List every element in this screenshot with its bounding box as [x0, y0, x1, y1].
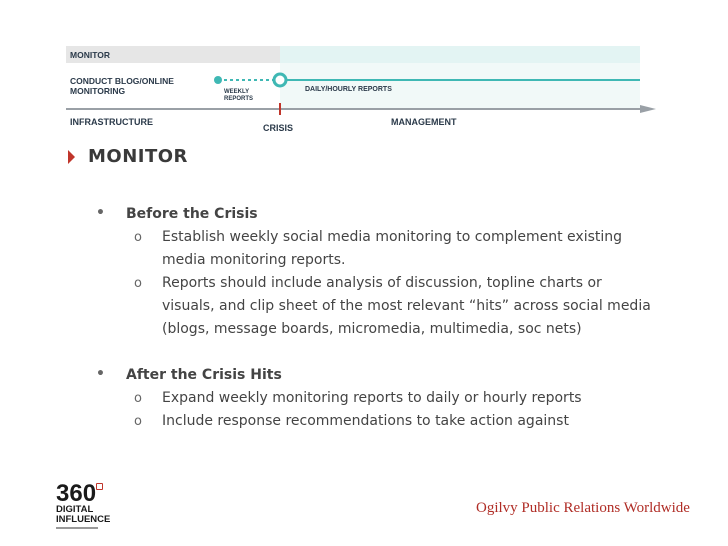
daily-label: DAILY/HOURLY REPORTS	[305, 86, 392, 93]
sub-bullet	[134, 226, 664, 272]
monitor-band-teal	[280, 46, 640, 63]
text-line: Reports should include analysis of discussion, topline charts or	[162, 275, 602, 291]
conduct-label-1: CONDUCT BLOG/ONLINE	[70, 76, 174, 86]
logo-line-digital: DIGITAL	[56, 504, 94, 515]
crisis-marker	[274, 74, 286, 86]
phase-management: MANAGEMENT	[391, 117, 457, 127]
sub-bullet-text	[162, 226, 667, 272]
section-heading	[68, 146, 188, 167]
sub-bullet-icon: o	[134, 230, 142, 245]
phase-infrastructure: INFRASTRUCTURE	[70, 117, 153, 127]
weekly-label-1: WEEKLY	[224, 89, 250, 95]
sub-bullet	[134, 410, 664, 433]
text-line: visuals, and clip sheet of the most relevant “hits” across social media	[162, 298, 651, 314]
sub-bullet-icon: o	[134, 276, 142, 291]
logo-number	[56, 480, 126, 507]
text-line: Expand weekly monitoring reports to daily or hourly reports	[162, 390, 582, 406]
text-line: (blogs, message boards, micromedia, multimedia, soc nets)	[162, 321, 582, 337]
weekly-label-2: REPORTS	[224, 96, 254, 102]
phase-crisis: CRISIS	[263, 123, 294, 133]
sub-bullet-text	[162, 387, 667, 410]
conduct-label-2: MONITORING	[70, 86, 126, 96]
bullet-icon: •	[96, 366, 105, 382]
crisis-timeline-graphic	[0, 0, 728, 140]
sub-bullet-icon: o	[134, 391, 142, 406]
text-line: media monitoring reports.	[162, 252, 346, 268]
monitor-band-label: MONITOR	[70, 50, 110, 60]
text-line: Include response recommendations to take action against	[162, 413, 569, 429]
start-marker	[214, 76, 222, 84]
logo-tagline-bar	[56, 527, 98, 529]
sub-bullet	[134, 272, 664, 341]
bullet-title: After the Crisis Hits	[126, 367, 282, 383]
sub-bullet-text	[162, 410, 667, 433]
logo-square-icon	[96, 483, 103, 490]
ogilvy-brand: Ogilvy Public Relations Worldwide	[476, 500, 690, 516]
red-triangle-icon	[68, 150, 75, 164]
sub-bullet	[134, 387, 664, 410]
heading-text: MONITOR	[88, 146, 188, 167]
sub-bullet-icon: o	[134, 414, 142, 429]
text-line: Establish weekly social media monitoring to complement existing	[162, 229, 623, 245]
bullet-icon: •	[96, 205, 105, 221]
axis-arrowhead	[640, 105, 656, 113]
logo-number-text: 360	[56, 480, 97, 507]
bullet-title: Before the Crisis	[126, 206, 258, 222]
360-digital-influence-logo	[56, 480, 126, 529]
logo-line-influence: INFLUENCE	[56, 514, 111, 525]
sub-bullet-text	[162, 272, 667, 341]
